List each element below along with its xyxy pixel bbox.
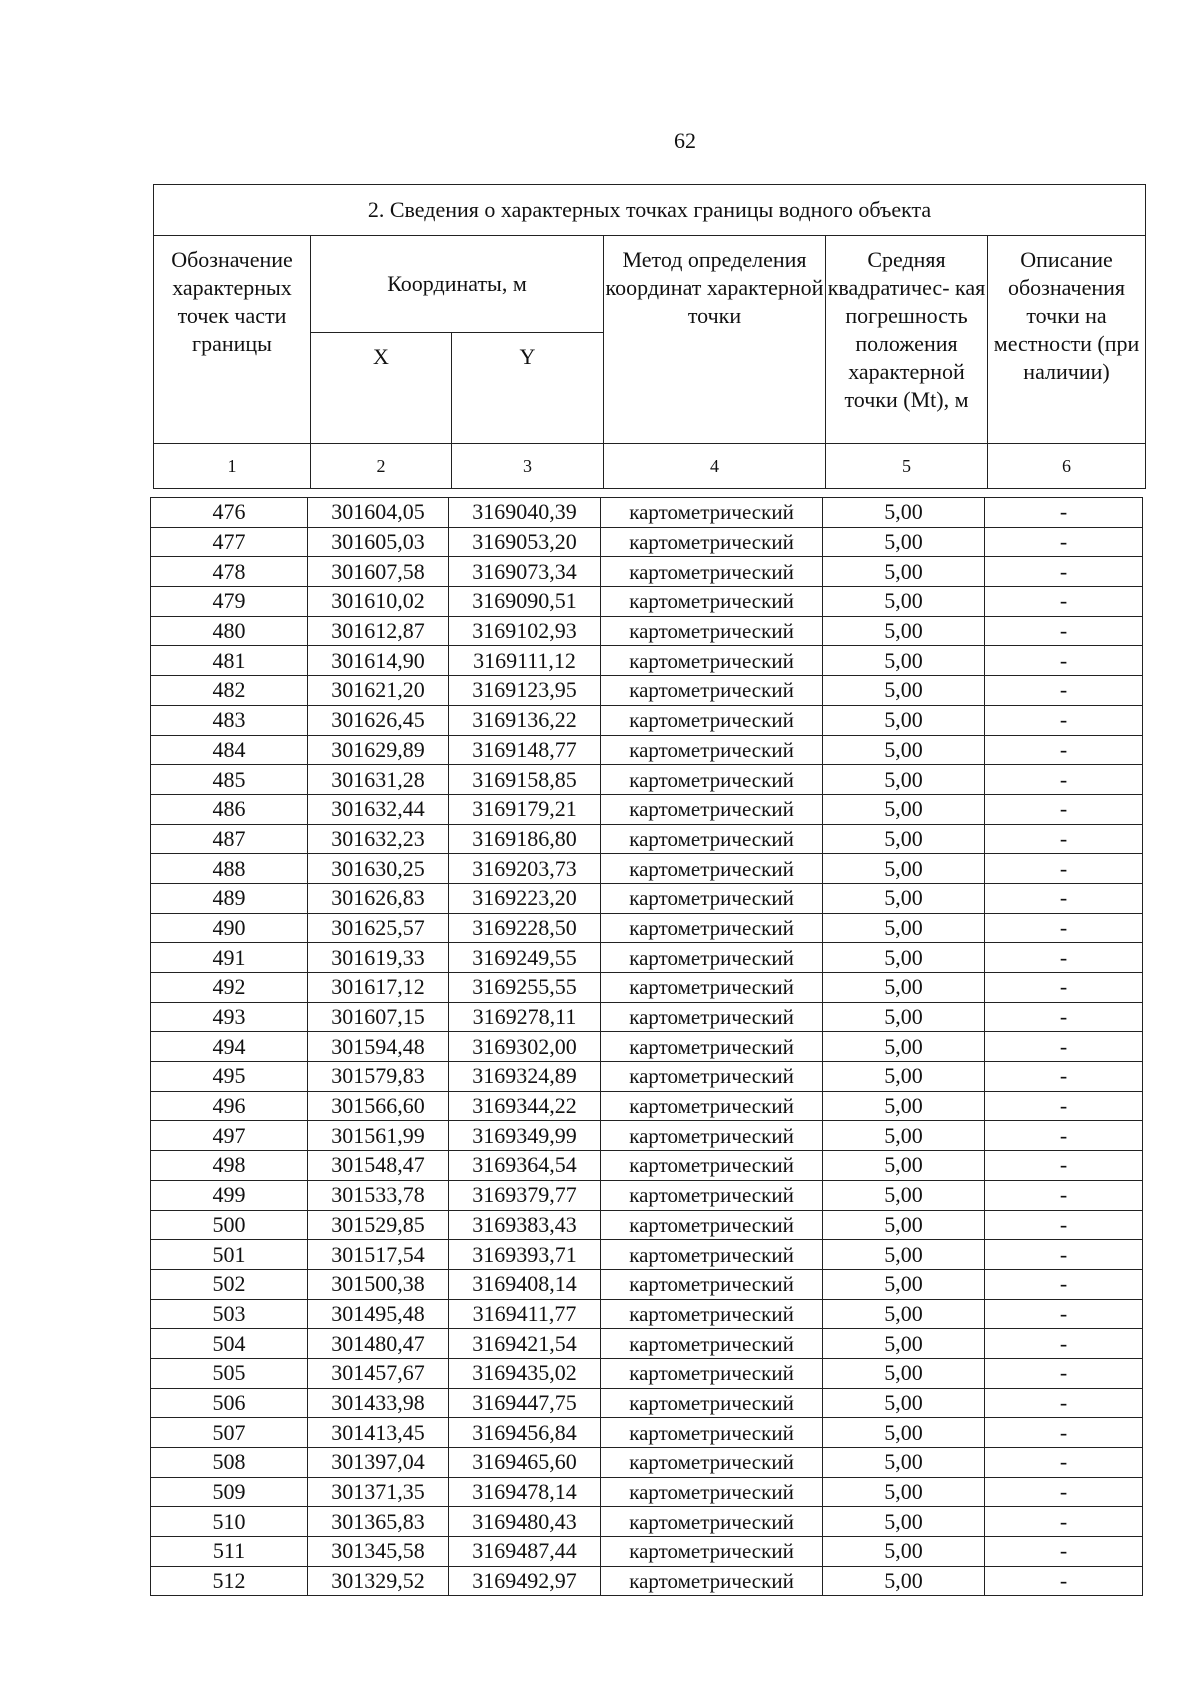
cell-coord-y: 3169344,22	[449, 1091, 601, 1121]
cell-coord-y: 3169148,77	[449, 735, 601, 765]
table-row	[151, 1269, 1143, 1299]
cell-coord-y: 3169203,73	[449, 854, 601, 884]
cell-error: 5,00	[823, 646, 985, 676]
cell-method: картометрический	[601, 1566, 823, 1596]
cell-method: картометрический	[601, 527, 823, 557]
cell-coord-y: 3169302,00	[449, 1032, 601, 1062]
cell-coord-x: 301621,20	[308, 676, 449, 706]
cell-method: картометрический	[601, 1477, 823, 1507]
cell-method: картометрический	[601, 1121, 823, 1151]
cell-coord-x: 301619,33	[308, 943, 449, 973]
cell-method: картометрический	[601, 854, 823, 884]
cell-coord-x: 301612,87	[308, 616, 449, 646]
cell-coord-x: 301433,98	[308, 1388, 449, 1418]
cell-error: 5,00	[823, 854, 985, 884]
cell-method: картометрический	[601, 913, 823, 943]
cell-coord-x: 301413,45	[308, 1418, 449, 1448]
cell-point-number: 495	[151, 1062, 308, 1092]
cell-error: 5,00	[823, 1329, 985, 1359]
table-row	[151, 1062, 1143, 1092]
cell-coord-y: 3169278,11	[449, 1002, 601, 1032]
cell-coord-y: 3169090,51	[449, 587, 601, 617]
cell-coord-y: 3169040,39	[449, 498, 601, 528]
cell-method: картометрический	[601, 1032, 823, 1062]
cell-method: картометрический	[601, 1537, 823, 1567]
cell-coord-x: 301480,47	[308, 1329, 449, 1359]
cell-method: картометрический	[601, 1269, 823, 1299]
cell-coord-x: 301632,44	[308, 794, 449, 824]
cell-point-number: 500	[151, 1210, 308, 1240]
cell-description: -	[985, 794, 1143, 824]
cell-error: 5,00	[823, 527, 985, 557]
cell-method: картометрический	[601, 676, 823, 706]
cell-description: -	[985, 883, 1143, 913]
cell-error: 5,00	[823, 1507, 985, 1537]
cell-description: -	[985, 854, 1143, 884]
table-row	[151, 735, 1143, 765]
cell-method: картометрический	[601, 616, 823, 646]
cell-coord-x: 301529,85	[308, 1210, 449, 1240]
cell-coord-x: 301614,90	[308, 646, 449, 676]
cell-coord-x: 301329,52	[308, 1566, 449, 1596]
table-row	[151, 883, 1143, 913]
cell-description: -	[985, 1269, 1143, 1299]
cell-method: картометрический	[601, 883, 823, 913]
cell-coord-y: 3169073,34	[449, 557, 601, 587]
cell-point-number: 486	[151, 794, 308, 824]
table-row	[151, 557, 1143, 587]
cell-coord-x: 301566,60	[308, 1091, 449, 1121]
cell-description: -	[985, 1477, 1143, 1507]
points-table	[150, 497, 1143, 1596]
cell-method: картометрический	[601, 735, 823, 765]
points-table-body	[151, 498, 1143, 1596]
cell-point-number: 480	[151, 616, 308, 646]
cell-error: 5,00	[823, 1210, 985, 1240]
cell-coord-y: 3169255,55	[449, 973, 601, 1003]
cell-error: 5,00	[823, 943, 985, 973]
column-number: 4	[604, 444, 826, 489]
cell-coord-x: 301630,25	[308, 854, 449, 884]
cell-coord-x: 301371,35	[308, 1477, 449, 1507]
cell-coord-y: 3169408,14	[449, 1269, 601, 1299]
cell-error: 5,00	[823, 1299, 985, 1329]
cell-coord-y: 3169223,20	[449, 883, 601, 913]
cell-point-number: 502	[151, 1269, 308, 1299]
cell-error: 5,00	[823, 1091, 985, 1121]
cell-method: картометрический	[601, 1180, 823, 1210]
cell-description: -	[985, 913, 1143, 943]
cell-point-number: 503	[151, 1299, 308, 1329]
cell-coord-x: 301625,57	[308, 913, 449, 943]
cell-method: картометрический	[601, 1002, 823, 1032]
cell-description: -	[985, 765, 1143, 795]
cell-method: картометрический	[601, 705, 823, 735]
cell-coord-y: 3169053,20	[449, 527, 601, 557]
cell-coord-x: 301517,54	[308, 1240, 449, 1270]
cell-coord-x: 301605,03	[308, 527, 449, 557]
cell-point-number: 476	[151, 498, 308, 528]
cell-method: картометрический	[601, 1240, 823, 1270]
table-row	[151, 587, 1143, 617]
cell-point-number: 492	[151, 973, 308, 1003]
cell-method: картометрический	[601, 498, 823, 528]
cell-method: картометрический	[601, 1210, 823, 1240]
table-row	[151, 1418, 1143, 1448]
cell-method: картометрический	[601, 1358, 823, 1388]
cell-coord-x: 301607,15	[308, 1002, 449, 1032]
cell-coord-y: 3169324,89	[449, 1062, 601, 1092]
cell-point-number: 501	[151, 1240, 308, 1270]
cell-point-number: 494	[151, 1032, 308, 1062]
cell-description: -	[985, 1329, 1143, 1359]
cell-error: 5,00	[823, 913, 985, 943]
cell-coord-y: 3169364,54	[449, 1151, 601, 1181]
cell-error: 5,00	[823, 973, 985, 1003]
cell-coord-x: 301632,23	[308, 824, 449, 854]
cell-description: -	[985, 1358, 1143, 1388]
cell-point-number: 487	[151, 824, 308, 854]
cell-error: 5,00	[823, 1062, 985, 1092]
cell-point-number: 479	[151, 587, 308, 617]
cell-point-number: 483	[151, 705, 308, 735]
cell-point-number: 509	[151, 1477, 308, 1507]
cell-error: 5,00	[823, 616, 985, 646]
column-number: 5	[826, 444, 988, 489]
cell-description: -	[985, 735, 1143, 765]
cell-description: -	[985, 1448, 1143, 1478]
page-number: 62	[674, 128, 696, 153]
column-number: 1	[154, 444, 311, 489]
cell-error: 5,00	[823, 765, 985, 795]
header-description: Описание обозначения точки на местности (при наличии)	[988, 236, 1146, 444]
cell-method: картометрический	[601, 1299, 823, 1329]
cell-method: картометрический	[601, 1091, 823, 1121]
header-x: X	[311, 333, 452, 444]
cell-point-number: 493	[151, 1002, 308, 1032]
table-row	[151, 1032, 1143, 1062]
table-row	[151, 616, 1143, 646]
cell-description: -	[985, 1388, 1143, 1418]
cell-description: -	[985, 824, 1143, 854]
cell-description: -	[985, 557, 1143, 587]
table-row	[151, 854, 1143, 884]
cell-point-number: 481	[151, 646, 308, 676]
cell-coord-y: 3169435,02	[449, 1358, 601, 1388]
cell-error: 5,00	[823, 1388, 985, 1418]
table-row	[151, 765, 1143, 795]
cell-error: 5,00	[823, 557, 985, 587]
cell-point-number: 504	[151, 1329, 308, 1359]
cell-point-number: 496	[151, 1091, 308, 1121]
table-row	[151, 1240, 1143, 1270]
cell-coord-x: 301610,02	[308, 587, 449, 617]
cell-point-number: 497	[151, 1121, 308, 1151]
cell-coord-x: 301397,04	[308, 1448, 449, 1478]
header-designation: Обозначение характерных точек части границы	[154, 236, 311, 444]
cell-coord-y: 3169480,43	[449, 1507, 601, 1537]
cell-error: 5,00	[823, 1180, 985, 1210]
cell-point-number: 512	[151, 1566, 308, 1596]
cell-error: 5,00	[823, 1032, 985, 1062]
cell-method: картометрический	[601, 646, 823, 676]
cell-error: 5,00	[823, 498, 985, 528]
cell-description: -	[985, 1566, 1143, 1596]
cell-description: -	[985, 1180, 1143, 1210]
cell-point-number: 478	[151, 557, 308, 587]
table-row	[151, 1329, 1143, 1359]
cell-error: 5,00	[823, 1537, 985, 1567]
header-y: Y	[452, 333, 604, 444]
cell-description: -	[985, 1151, 1143, 1181]
cell-coord-x: 301626,83	[308, 883, 449, 913]
table-row	[151, 646, 1143, 676]
cell-description: -	[985, 1418, 1143, 1448]
cell-coord-x: 301533,78	[308, 1180, 449, 1210]
cell-error: 5,00	[823, 1269, 985, 1299]
table-row	[151, 1507, 1143, 1537]
cell-method: картометрический	[601, 1507, 823, 1537]
cell-description: -	[985, 1062, 1143, 1092]
cell-point-number: 482	[151, 676, 308, 706]
cell-coord-y: 3169411,77	[449, 1299, 601, 1329]
table-row	[151, 1358, 1143, 1388]
cell-error: 5,00	[823, 1240, 985, 1270]
cell-error: 5,00	[823, 1121, 985, 1151]
cell-coord-y: 3169492,97	[449, 1566, 601, 1596]
cell-coord-y: 3169487,44	[449, 1537, 601, 1567]
cell-coord-x: 301457,67	[308, 1358, 449, 1388]
table-row	[151, 1537, 1143, 1567]
cell-point-number: 489	[151, 883, 308, 913]
cell-method: картометрический	[601, 587, 823, 617]
table-row	[151, 1388, 1143, 1418]
cell-coord-x: 301579,83	[308, 1062, 449, 1092]
cell-coord-y: 3169158,85	[449, 765, 601, 795]
cell-error: 5,00	[823, 1448, 985, 1478]
cell-coord-y: 3169349,99	[449, 1121, 601, 1151]
table-row	[151, 1448, 1143, 1478]
cell-coord-x: 301626,45	[308, 705, 449, 735]
cell-coord-y: 3169186,80	[449, 824, 601, 854]
table-row	[151, 943, 1143, 973]
cell-coord-x: 301548,47	[308, 1151, 449, 1181]
header-coordinates: Координаты, м	[311, 236, 604, 333]
cell-point-number: 505	[151, 1358, 308, 1388]
cell-coord-x: 301561,99	[308, 1121, 449, 1151]
table-row	[151, 1210, 1143, 1240]
cell-method: картометрический	[601, 973, 823, 1003]
table-row	[151, 1091, 1143, 1121]
column-numbers-row	[154, 444, 1146, 489]
cell-coord-x: 301604,05	[308, 498, 449, 528]
column-number: 6	[988, 444, 1146, 489]
cell-coord-y: 3169447,75	[449, 1388, 601, 1418]
cell-coord-y: 3169465,60	[449, 1448, 601, 1478]
cell-method: картометрический	[601, 1062, 823, 1092]
cell-coord-y: 3169123,95	[449, 676, 601, 706]
cell-coord-x: 301629,89	[308, 735, 449, 765]
cell-error: 5,00	[823, 735, 985, 765]
cell-coord-x: 301594,48	[308, 1032, 449, 1062]
cell-coord-x: 301607,58	[308, 557, 449, 587]
cell-coord-y: 3169249,55	[449, 943, 601, 973]
column-number: 2	[311, 444, 452, 489]
cell-coord-x: 301495,48	[308, 1299, 449, 1329]
table-row	[151, 1299, 1143, 1329]
cell-description: -	[985, 1537, 1143, 1567]
cell-description: -	[985, 676, 1143, 706]
cell-error: 5,00	[823, 883, 985, 913]
cell-method: картометрический	[601, 824, 823, 854]
column-number: 3	[452, 444, 604, 489]
cell-method: картометрический	[601, 1151, 823, 1181]
cell-description: -	[985, 1240, 1143, 1270]
cell-coord-y: 3169111,12	[449, 646, 601, 676]
table-header	[153, 184, 1146, 489]
cell-coord-x: 301365,83	[308, 1507, 449, 1537]
table-row	[151, 1002, 1143, 1032]
cell-error: 5,00	[823, 587, 985, 617]
table-row	[151, 1121, 1143, 1151]
cell-point-number: 511	[151, 1537, 308, 1567]
cell-method: картометрический	[601, 794, 823, 824]
cell-method: картометрический	[601, 943, 823, 973]
cell-coord-y: 3169136,22	[449, 705, 601, 735]
cell-description: -	[985, 1210, 1143, 1240]
cell-method: картометрический	[601, 557, 823, 587]
cell-method: картометрический	[601, 765, 823, 795]
cell-point-number: 484	[151, 735, 308, 765]
cell-coord-y: 3169179,21	[449, 794, 601, 824]
table-row	[151, 1566, 1143, 1596]
table-row	[151, 1477, 1143, 1507]
table-row	[151, 1151, 1143, 1181]
cell-point-number: 498	[151, 1151, 308, 1181]
table-row	[151, 824, 1143, 854]
table-row	[151, 973, 1143, 1003]
cell-point-number: 506	[151, 1388, 308, 1418]
cell-coord-y: 3169456,84	[449, 1418, 601, 1448]
cell-point-number: 510	[151, 1507, 308, 1537]
cell-point-number: 490	[151, 913, 308, 943]
cell-method: картометрический	[601, 1418, 823, 1448]
cell-point-number: 485	[151, 765, 308, 795]
cell-description: -	[985, 973, 1143, 1003]
cell-description: -	[985, 527, 1143, 557]
cell-coord-y: 3169102,93	[449, 616, 601, 646]
cell-coord-y: 3169421,54	[449, 1329, 601, 1359]
cell-error: 5,00	[823, 1566, 985, 1596]
cell-method: картометрический	[601, 1388, 823, 1418]
table-row	[151, 527, 1143, 557]
table-row	[151, 498, 1143, 528]
cell-error: 5,00	[823, 1477, 985, 1507]
cell-coord-y: 3169379,77	[449, 1180, 601, 1210]
cell-point-number: 491	[151, 943, 308, 973]
cell-coord-y: 3169383,43	[449, 1210, 601, 1240]
table-row	[151, 705, 1143, 735]
table-row	[151, 794, 1143, 824]
table-row	[151, 1180, 1143, 1210]
cell-coord-y: 3169393,71	[449, 1240, 601, 1270]
cell-error: 5,00	[823, 1418, 985, 1448]
cell-coord-x: 301631,28	[308, 765, 449, 795]
cell-coord-y: 3169478,14	[449, 1477, 601, 1507]
cell-method: картометрический	[601, 1329, 823, 1359]
cell-point-number: 507	[151, 1418, 308, 1448]
header-method: Метод определения координат характерной точки	[604, 236, 826, 444]
cell-method: картометрический	[601, 1448, 823, 1478]
cell-description: -	[985, 1091, 1143, 1121]
cell-point-number: 488	[151, 854, 308, 884]
header-error: Средняя квадратичес- кая погрешность положения характерной точки (Mt), м	[826, 236, 988, 444]
cell-description: -	[985, 1121, 1143, 1151]
cell-error: 5,00	[823, 824, 985, 854]
table-row	[151, 913, 1143, 943]
cell-error: 5,00	[823, 676, 985, 706]
table-row	[151, 676, 1143, 706]
cell-description: -	[985, 1507, 1143, 1537]
cell-description: -	[985, 498, 1143, 528]
cell-description: -	[985, 616, 1143, 646]
cell-error: 5,00	[823, 794, 985, 824]
cell-error: 5,00	[823, 1002, 985, 1032]
cell-coord-x: 301500,38	[308, 1269, 449, 1299]
cell-coord-x: 301617,12	[308, 973, 449, 1003]
cell-error: 5,00	[823, 1151, 985, 1181]
cell-description: -	[985, 1299, 1143, 1329]
cell-description: -	[985, 943, 1143, 973]
table-title: 2. Сведения о характерных точках границы водного объекта	[154, 185, 1146, 236]
cell-error: 5,00	[823, 1358, 985, 1388]
cell-error: 5,00	[823, 705, 985, 735]
cell-description: -	[985, 705, 1143, 735]
cell-coord-y: 3169228,50	[449, 913, 601, 943]
cell-point-number: 508	[151, 1448, 308, 1478]
cell-point-number: 499	[151, 1180, 308, 1210]
cell-description: -	[985, 1002, 1143, 1032]
cell-point-number: 477	[151, 527, 308, 557]
cell-description: -	[985, 1032, 1143, 1062]
cell-description: -	[985, 646, 1143, 676]
cell-coord-x: 301345,58	[308, 1537, 449, 1567]
cell-description: -	[985, 587, 1143, 617]
